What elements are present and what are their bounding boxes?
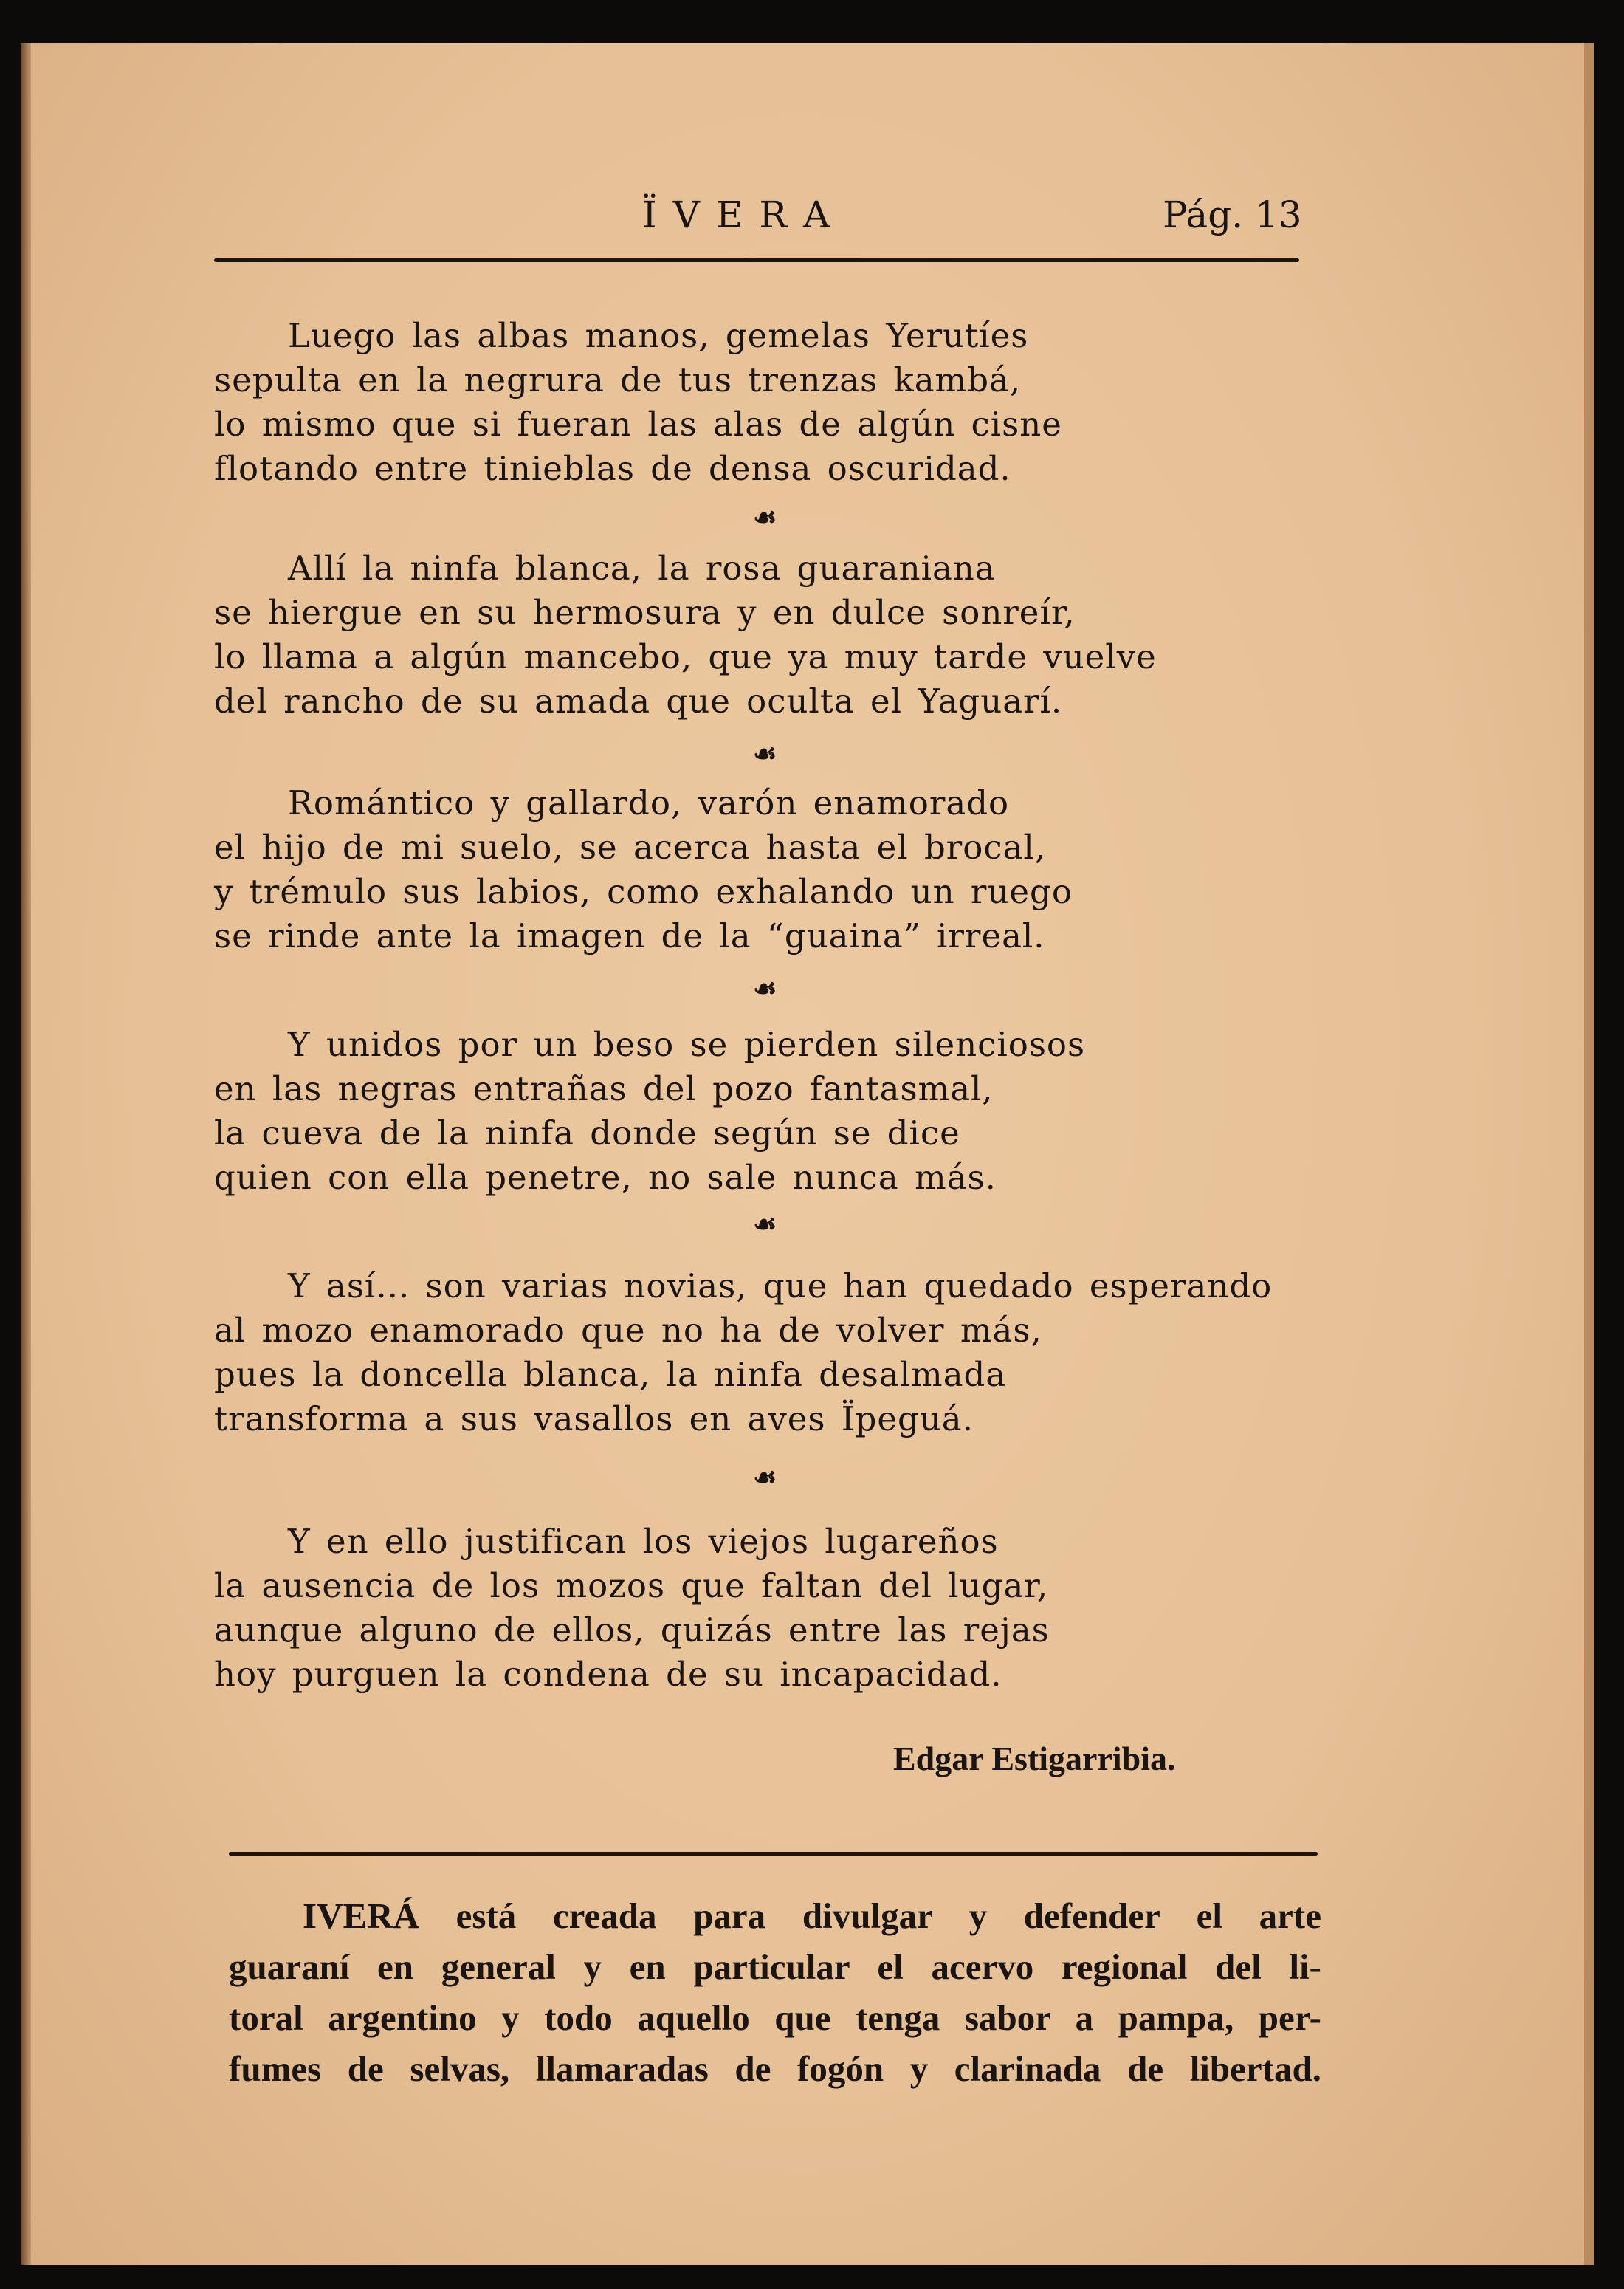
- verse-line: hoy purguen la condena de su incapacidad.: [214, 1655, 1002, 1694]
- verse-line: Y en ello justifican los viejos lugareños: [288, 1522, 999, 1561]
- verse-line: se rinde ante la imagen de la “guaina” irreal.: [214, 916, 1045, 955]
- verse-line: quien con ella penetre, no sale nunca más.: [214, 1158, 997, 1197]
- verse-line: aunque alguno de ellos, quizás entre las rejas: [214, 1610, 1050, 1650]
- footer-line: fumes de selvas, llamaradas de fogón y clarinada de libertad.: [229, 2048, 1321, 2089]
- ornament-icon: ☙: [753, 738, 777, 769]
- verse-line: la ausencia de los mozos que faltan del lugar,: [214, 1566, 1049, 1605]
- verse-line: Y así... son varias novias, que han quedado esperando: [288, 1266, 1273, 1305]
- verse-line: el hijo de mi suelo, se acerca hasta el brocal,: [214, 828, 1047, 867]
- ornament-icon: ☙: [753, 502, 777, 533]
- page-number: Pág. 13: [1163, 193, 1302, 236]
- footer-note: [229, 1890, 1321, 2094]
- footer-line: toral argentino y todo aquello que tenga sabor a pampa, per-: [229, 1997, 1321, 2038]
- verse-line: sepulta en la negrura de tus trenzas kambá,: [214, 360, 1022, 399]
- stanza: [214, 1520, 1050, 1697]
- verse-line: pues la doncella blanca, la ninfa desalmada: [214, 1355, 1007, 1394]
- stanza: [214, 781, 1073, 958]
- footer-rule: [229, 1852, 1318, 1856]
- verse-line: lo mismo que si fueran las alas de algún cisne: [214, 405, 1062, 444]
- footer-line: guaraní en general y en particular el acervo regional del li-: [229, 1946, 1321, 1987]
- stanza: [214, 1023, 1085, 1200]
- running-title: ÏVERA: [642, 193, 847, 236]
- verse-line: al mozo enamorado que no ha de volver más,: [214, 1311, 1042, 1350]
- verse-line: flotando entre tinieblas de densa oscuridad.: [214, 449, 1011, 488]
- book-spine: [21, 43, 31, 2265]
- verse-line: Allí la ninfa blanca, la rosa guaraniana: [288, 549, 996, 588]
- verse-line: en las negras entrañas del pozo fantasmal,: [214, 1069, 994, 1108]
- header-rule: [214, 258, 1299, 262]
- footer-line: IVERÁ está creada para divulgar y defender el arte: [303, 1895, 1321, 1936]
- verse-line: se hiergue en su hermosura y en dulce sonreír,: [214, 593, 1076, 632]
- verse-line: Romántico y gallardo, varón enamorado: [288, 783, 1010, 823]
- verse-line: Luego las albas manos, gemelas Yerutíes: [288, 316, 1029, 355]
- ornament-icon: ☙: [753, 973, 777, 1004]
- stanza: [214, 314, 1062, 491]
- verse-line: transforma a sus vasallos en aves Ïpeguá.: [214, 1399, 974, 1438]
- stanza: [214, 1264, 1272, 1441]
- verse-line: y trémulo sus labios, como exhalando un ruego: [214, 872, 1073, 911]
- verse-line: lo llama a algún mancebo, que ya muy tarde vuelve: [214, 637, 1157, 676]
- verse-line: Y unidos por un beso se pierden silenciosos: [288, 1025, 1086, 1064]
- stanza: [214, 546, 1157, 724]
- verse-line: la cueva de la ninfa donde según se dice: [214, 1113, 960, 1153]
- ornament-icon: ☙: [753, 1462, 777, 1493]
- author-signature: Edgar Estigarribia.: [893, 1740, 1176, 1777]
- ornament-icon: ☙: [753, 1209, 777, 1240]
- verse-line: del rancho de su amada que oculta el Yaguarí.: [214, 682, 1063, 721]
